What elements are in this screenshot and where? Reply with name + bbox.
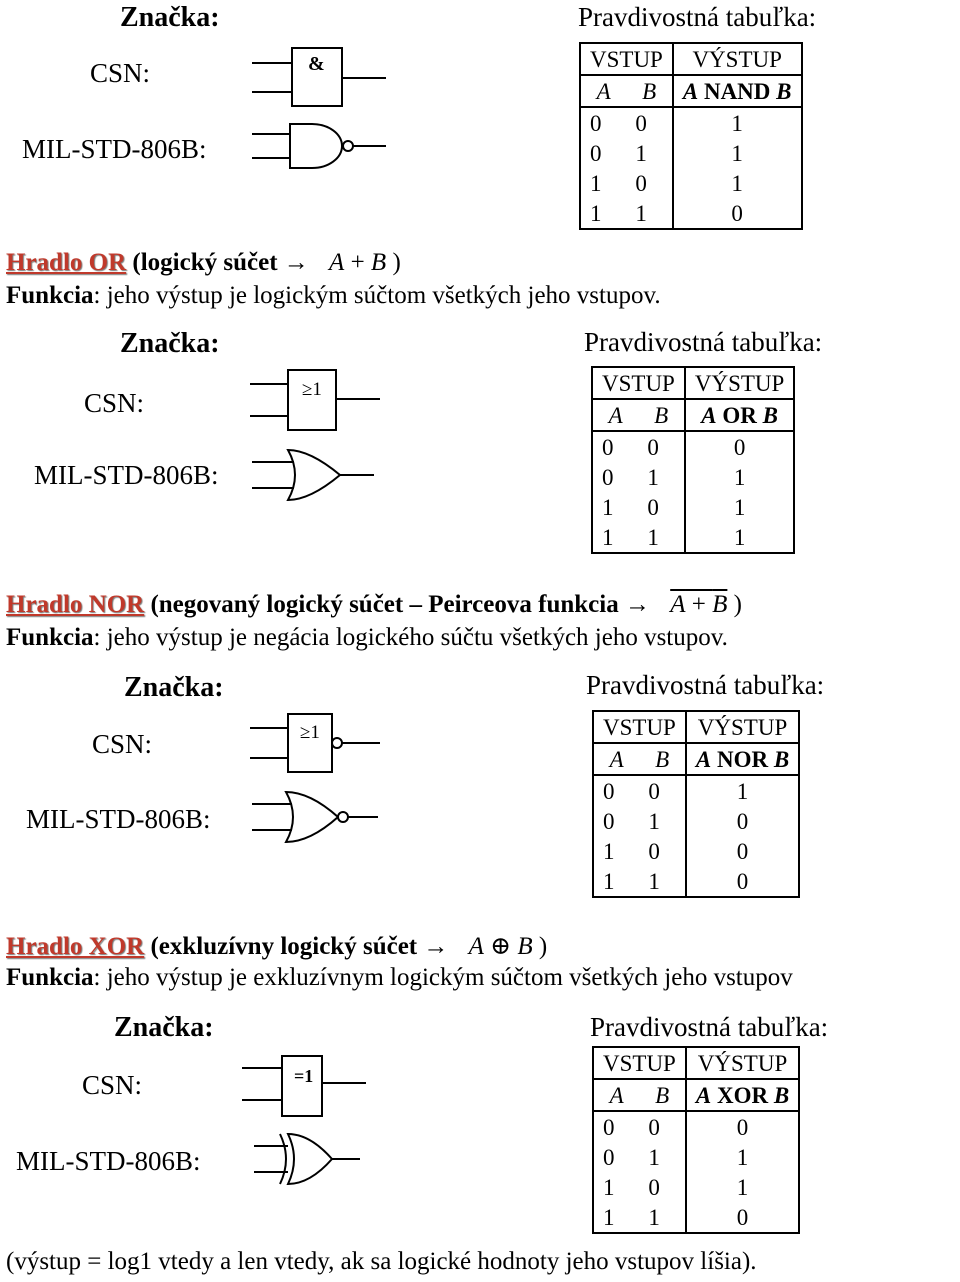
nor-table-title: Pravdivostná tabuľka:	[586, 670, 825, 700]
or-gate-name: Hradlo OR	[6, 249, 127, 276]
xor-function: Funkcia: jeho výstup je exkluzívnym logickým súčtom všetkých jeho vstupov	[6, 964, 793, 991]
nor-truth-table: VSTUP VÝSTUP A B A NOR B 0 0 1 0 1 0 1 0 0 1 1 0	[592, 710, 800, 898]
xor-table-title: Pravdivostná tabuľka:	[590, 1012, 829, 1042]
table-row: 0 1 1	[593, 1142, 799, 1172]
xor-znacka-label: Značka:	[114, 1012, 214, 1043]
nor-function: Funkcia: jeho výstup je negácia logického súčtu všetkých jeho vstupov.	[6, 624, 728, 651]
xor-gate-name: Hradlo XOR	[6, 933, 145, 960]
table-row: 1 1 0	[593, 866, 799, 897]
table-row: 0 0 0	[592, 431, 794, 462]
nand-truth-table	[579, 42, 803, 230]
xor-csn-symbol: =1	[294, 1066, 314, 1086]
or-heading: Hradlo OR (logický súčet → A + B )	[6, 249, 401, 276]
col-fn: A NAND B	[673, 75, 802, 107]
nand-znacka-label: Značka:	[120, 2, 220, 33]
nand-table-title: Pravdivostná tabuľka:	[578, 2, 817, 32]
xor-footnote: (výstup = log1 vtedy a len vtedy, ak sa logické hodnoty jeho vstupov líšia).	[6, 1248, 757, 1275]
table-row: 1 1 0	[593, 1202, 799, 1233]
or-mil-gate-icon	[250, 448, 390, 502]
table-row: 1 1 1	[592, 522, 794, 553]
vstup-header: VSTUP	[580, 43, 673, 75]
table-row: 0 1 0	[593, 806, 799, 836]
table-row: 1 0 1	[580, 168, 802, 198]
nand-mil-gate-icon	[250, 122, 390, 170]
xor-csn-gate-icon	[240, 1056, 380, 1118]
vystup-header: VÝSTUP	[673, 43, 802, 75]
table-row: 1 1 0	[580, 198, 802, 229]
or-znacka-label: Značka:	[120, 328, 220, 359]
nor-mil-gate-icon	[250, 790, 390, 846]
table-row: 1 0 0	[593, 836, 799, 866]
table-row: 0 0 0	[593, 1111, 799, 1142]
nor-heading: Hradlo NOR (negovaný logický súčet – Peirceova funkcia → A + B )	[6, 591, 742, 618]
table-row: 1 0 1	[592, 492, 794, 522]
col-a: A	[580, 75, 626, 107]
nor-gate-name: Hradlo NOR	[6, 591, 145, 618]
xor-mil-label: MIL-STD-806B:	[16, 1146, 201, 1176]
table-row: 0 0 1	[593, 775, 799, 806]
table-row: 1 0 1	[593, 1172, 799, 1202]
nand-csn-symbol: &	[308, 53, 325, 75]
table-row: 0 0 1	[580, 107, 802, 138]
or-csn-label: CSN:	[84, 388, 145, 418]
nand-csn-gate-icon	[250, 48, 390, 108]
xor-csn-label: CSN:	[82, 1070, 143, 1100]
or-mil-label: MIL-STD-806B:	[34, 460, 219, 490]
nor-csn-gate-icon	[248, 714, 388, 776]
nor-csn-symbol: ≥1	[300, 722, 320, 743]
xor-mil-gate-icon	[252, 1132, 392, 1188]
nor-znacka-label: Značka:	[124, 672, 224, 703]
nand-mil-label: MIL-STD-806B:	[22, 134, 207, 164]
or-csn-symbol: ≥1	[302, 379, 322, 400]
or-table-title: Pravdivostná tabuľka:	[584, 327, 823, 357]
xor-heading: Hradlo XOR (exkluzívny logický súčet → A ⊕ B )	[6, 933, 548, 960]
table-row: 0 1 1	[580, 138, 802, 168]
or-truth-table: VSTUP VÝSTUP A B A OR B 0 0 0 0 1 1 1 0 1 1 1 1	[591, 366, 795, 554]
nand-csn-label: CSN:	[90, 58, 151, 88]
or-csn-gate-icon	[248, 370, 388, 432]
nor-csn-label: CSN:	[92, 729, 153, 759]
or-function: Funkcia: jeho výstup je logickým súčtom všetkých jeho vstupov.	[6, 282, 661, 309]
nor-mil-label: MIL-STD-806B:	[26, 804, 211, 834]
xor-truth-table: VSTUP VÝSTUP A B A XOR B 0 0 0 0 1 1 1 0 1 1 1 0	[592, 1046, 800, 1234]
table-row: 0 1 1	[592, 462, 794, 492]
col-b: B	[626, 75, 672, 107]
